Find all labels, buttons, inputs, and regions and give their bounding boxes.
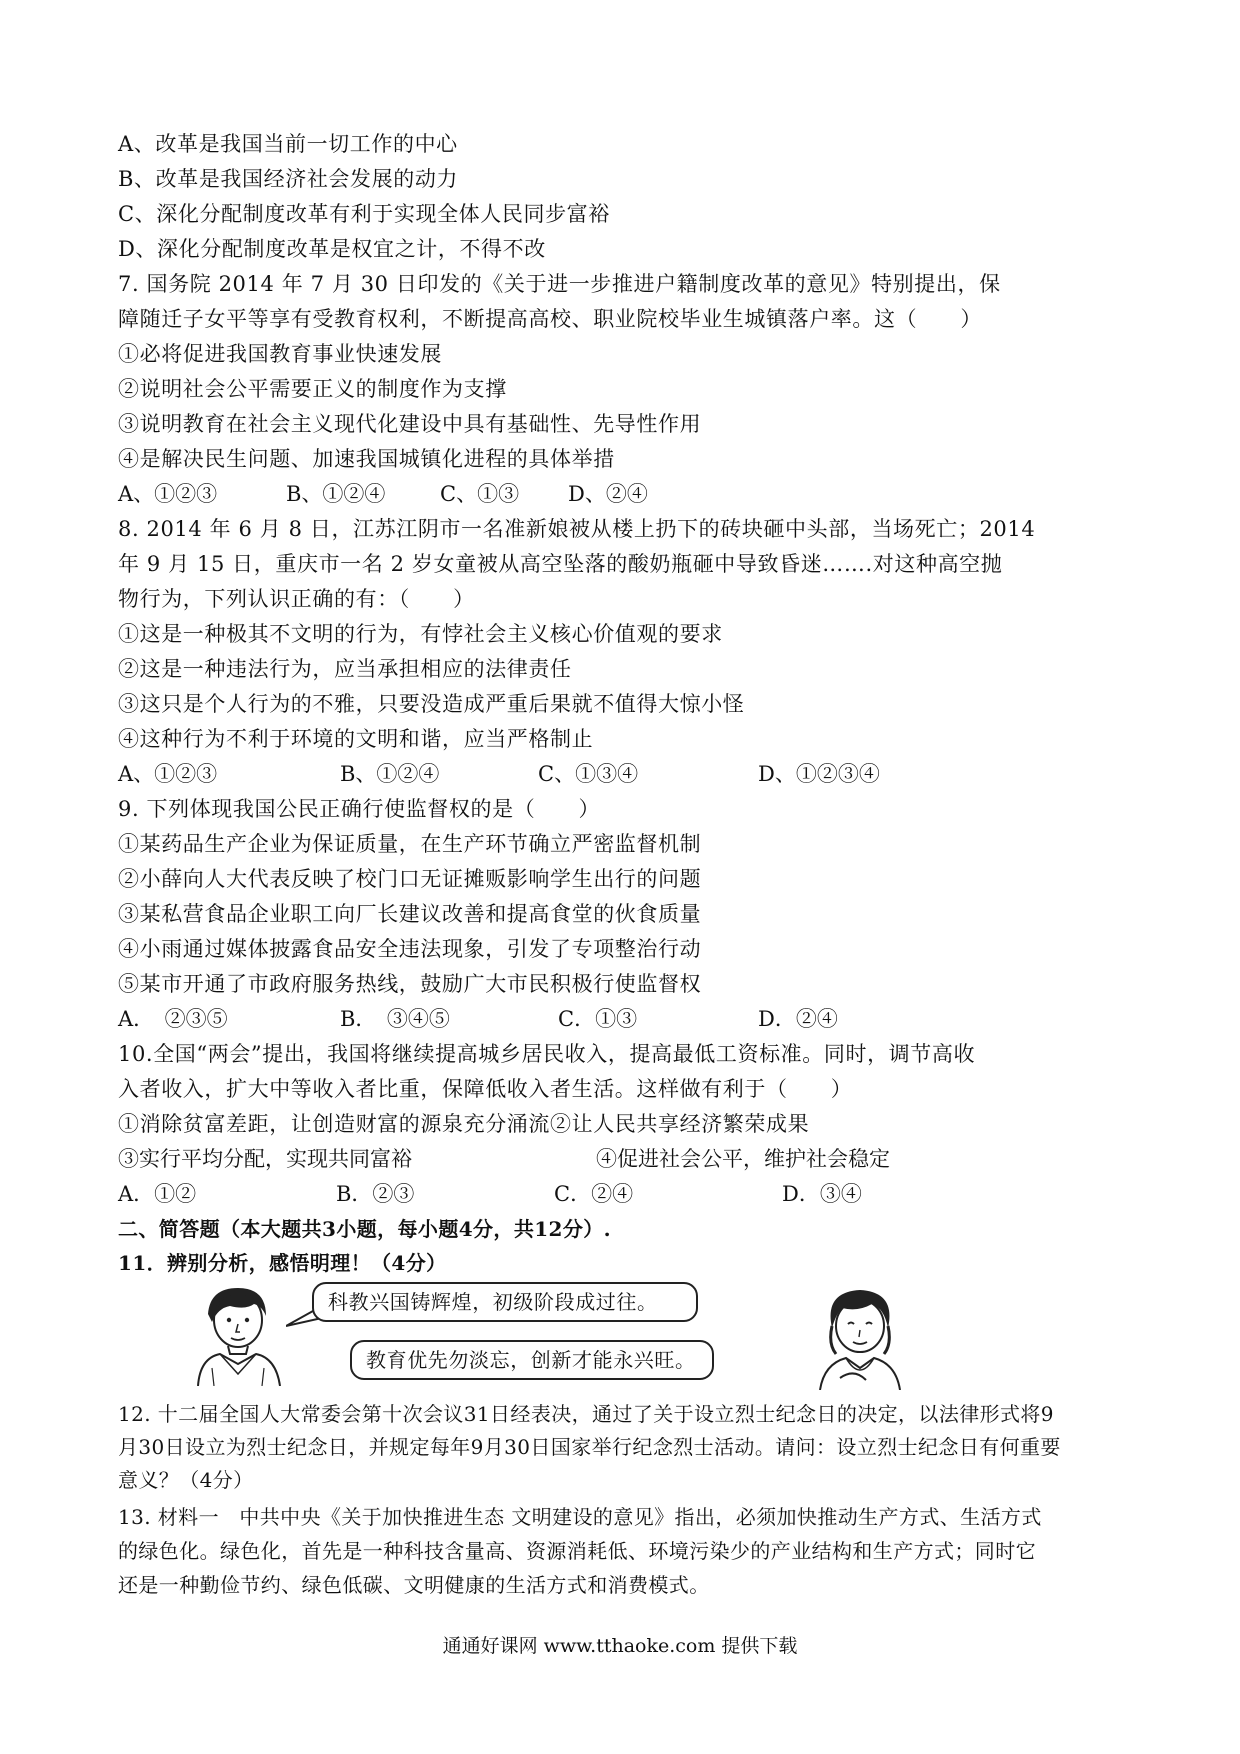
q9-statement-1: ①某药品生产企业为保证质量，在生产环节确立严密监督机制	[118, 832, 702, 856]
q8-option-d: D、①②③④	[758, 762, 880, 786]
q7-statement-1: ①必将促进我国教育事业快速发展	[118, 342, 442, 366]
q6-option-c: C、深化分配制度改革有利于实现全体人民同步富裕	[118, 202, 610, 226]
speech-bubble-2: 教育优先勿淡忘，创新才能永兴旺。	[350, 1340, 714, 1380]
q9-statement-5: ⑤某市开通了市政府服务热线，鼓励广大市民积极行使监督权	[118, 972, 702, 996]
q9-option-c: C．①③	[558, 1007, 638, 1031]
boy-illustration	[190, 1282, 290, 1386]
q9-statement-2: ②小薛向人大代表反映了校门口无证摊贩影响学生出行的问题	[118, 867, 702, 891]
q10-option-b: B．②③	[336, 1182, 415, 1206]
q10-option-c: C．②④	[554, 1182, 634, 1206]
q10-option-d: D．③④	[782, 1182, 862, 1206]
q9-option-a: A． ②③⑤	[118, 1007, 228, 1031]
q6-option-d: D、深化分配制度改革是权宜之计，不得不改	[118, 237, 546, 261]
q7-stem-line1: 7. 国务院 2014 年 7 月 30 日印发的《关于进一步推进户籍制度改革的意见》特别提出，保	[118, 272, 1001, 296]
q7-statement-2: ②说明社会公平需要正义的制度作为支撑	[118, 377, 507, 401]
q7-statement-3: ③说明教育在社会主义现代化建设中具有基础性、先导性作用	[118, 412, 702, 436]
q10-statement-3: ③实行平均分配，实现共同富裕	[118, 1147, 412, 1171]
q13-material-line3: 还是一种勤俭节约、绿色低碳、文明健康的生活方式和消费模式。	[118, 1573, 710, 1597]
q12-stem-line2: 月30日设立为烈士纪念日，并规定每年9月30日国家举行纪念烈士活动。请问：设立烈士纪念日有何重要	[118, 1435, 1061, 1459]
q8-stem-line3: 物行为，下列认识正确的有：（ ）	[118, 587, 475, 611]
q10-stem-line2: 入者收入，扩大中等收入者比重，保障低收入者生活。这样做有利于（ ）	[118, 1077, 853, 1101]
q8-stem-line1: 8. 2014 年 6 月 8 日，江苏江阴市一名准新娘被从楼上扔下的砖块砸中头部，当场死亡；2014	[118, 517, 1036, 541]
q7-option-a: A、①②③	[118, 482, 218, 506]
q13-material-line1: 13. 材料一 中共中央《关于加快推进生态 文明建设的意见》指出，必须加快推动生产方式、生活方式	[118, 1505, 1042, 1529]
q8-statement-2: ②这是一种违法行为，应当承担相应的法律责任	[118, 657, 572, 681]
q12-stem-line3: 意义？（4分）	[118, 1468, 254, 1492]
q11-comic	[190, 1282, 910, 1390]
q7-stem-line2: 障随迁子女平等享有受教育权利，不断提高高校、职业院校毕业生城镇落户率。这（ ）	[118, 307, 982, 331]
q9-statement-4: ④小雨通过媒体披露食品安全违法现象，引发了专项整治行动	[118, 937, 702, 961]
q9-option-d: D．②④	[758, 1007, 838, 1031]
q8-option-c: C、①③④	[538, 762, 639, 786]
footer-site-name: 通通好课网	[442, 1635, 538, 1657]
q8-option-a: A、①②③	[118, 762, 218, 786]
q8-statement-1: ①这是一种极其不文明的行为，有悖社会主义核心价值观的要求	[118, 622, 723, 646]
q7-option-d: D、②④	[568, 482, 648, 506]
q6-option-b: B、改革是我国经济社会发展的动力	[118, 167, 459, 191]
q13-material-line2: 的绿色化。绿色化，首先是一种科技含量高、资源消耗低、环境污染少的产业结构和生产方式；同时它	[118, 1539, 1036, 1563]
q12-stem-line1: 12. 十二届全国人大常委会第十次会议31日经表决，通过了关于设立烈士纪念日的决定，以法律形式将9	[118, 1402, 1054, 1426]
q7-option-c: C、①③	[440, 482, 520, 506]
q9-statement-3: ③某私营食品企业职工向厂长建议改善和提高食堂的伙食质量	[118, 902, 702, 926]
q10-option-a: A．①②	[118, 1182, 197, 1206]
q11-title: 11．辨别分析，感悟明理！（4分）	[118, 1251, 447, 1275]
q9-stem: 9. 下列体现我国公民正确行使监督权的是（ ）	[118, 797, 601, 821]
speech-bubble-1: 科教兴国铸辉煌，初级阶段成过往。	[312, 1282, 698, 1322]
section-2-title: 二、简答题（本大题共3小题，每小题4分，共12分）.	[118, 1217, 612, 1241]
q8-statement-3: ③这只是个人行为的不雅，只要没造成严重后果就不值得大惊小怪	[118, 692, 745, 716]
q10-statement-1-2: ①消除贫富差距，让创造财富的源泉充分涌流②让人民共享经济繁荣成果	[118, 1112, 810, 1136]
q8-statement-4: ④这种行为不利于环境的文明和谐，应当严格制止	[118, 727, 594, 751]
q7-statement-4: ④是解决民生问题、加速我国城镇化进程的具体举措	[118, 447, 615, 471]
page-footer	[0, 1632, 1240, 1660]
q8-option-b: B、①②④	[340, 762, 440, 786]
q7-option-b: B、①②④	[286, 482, 386, 506]
q8-stem-line2: 年 9 月 15 日，重庆市一名 2 岁女童被从高空坠落的酸奶瓶砸中导致昏迷…….对这种高空抛	[118, 552, 1003, 576]
q9-option-b: B． ③④⑤	[340, 1007, 450, 1031]
q10-stem-line1: 10.全国“两会”提出，我国将继续提高城乡居民收入，提高最低工资标准。同时，调节高收	[118, 1042, 976, 1066]
footer-url: www.tthaoke.com	[543, 1635, 716, 1657]
q10-statement-4: ④促进社会公平，维护社会稳定	[596, 1147, 890, 1171]
girl-illustration	[810, 1282, 910, 1390]
footer-download-text: 提供下载	[721, 1635, 798, 1657]
q6-option-a: A、改革是我国当前一切工作的中心	[118, 132, 458, 156]
